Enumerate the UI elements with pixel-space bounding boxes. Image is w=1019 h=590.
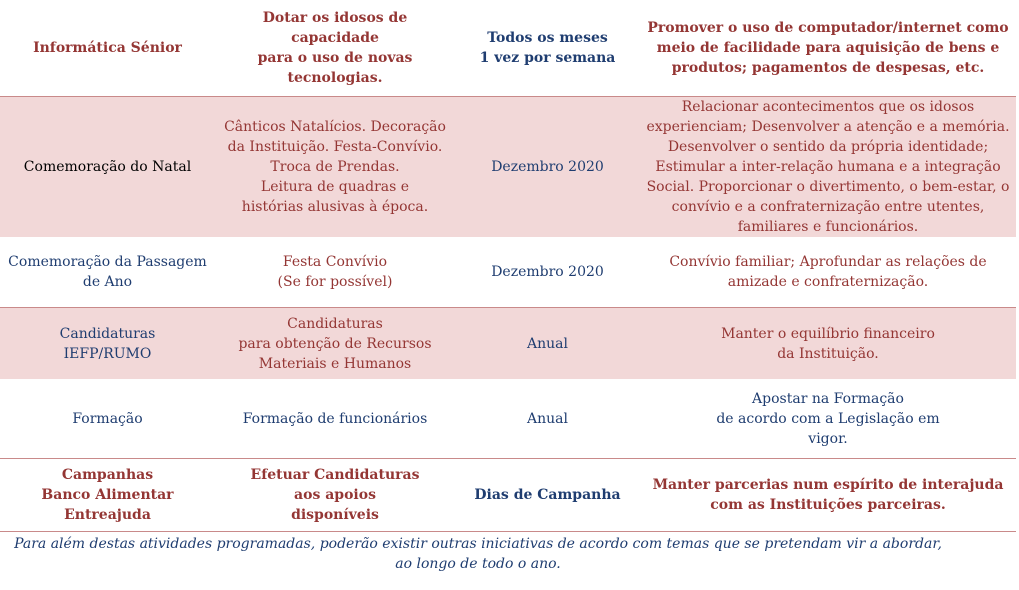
purpose-cell: Manter o equilíbrio financeiro da Instituição.	[640, 308, 1016, 380]
table-row	[0, 379, 1016, 459]
objective-cell: Efetuar Candidaturas aos apoios disponíveis	[215, 459, 455, 532]
purpose-cell: Convívio familiar; Aprofundar as relações de amizade e confraternização.	[640, 237, 1016, 308]
objective-cell: Festa Convívio (Se for possível)	[215, 237, 455, 308]
activity-cell: Informática Sénior	[0, 0, 215, 97]
period-cell: Dezembro 2020	[455, 97, 640, 238]
purpose-cell: Manter parcerias num espírito de interajuda com as Instituições parceiras.	[640, 459, 1016, 532]
period-cell: Anual	[455, 308, 640, 380]
objective-cell: Cânticos Natalícios. Decoração da Instituição. Festa-Convívio. Troca de Prendas. Leitura de quadras e histórias alusivas à época.	[215, 97, 455, 238]
activity-cell: Campanhas Banco Alimentar Entreajuda	[0, 459, 215, 532]
period-cell: Dias de Campanha	[455, 459, 640, 532]
period-cell: Dezembro 2020	[455, 237, 640, 308]
footnote: Para além destas atividades programadas, poderão existir outras iniciativas de acordo com temas que se pretendam vir a abordar, ao longo de todo o ano.	[14, 536, 942, 572]
activity-cell: Comemoração da Passagem de Ano	[0, 237, 215, 308]
activity-cell: Comemoração do Natal	[0, 97, 215, 238]
purpose-cell: Promover o uso de computador/internet como meio de facilidade para aquisição de bens e produtos; pagamentos de despesas, etc.	[640, 0, 1016, 97]
objective-cell: Formação de funcionários	[215, 379, 455, 459]
table-row	[0, 0, 1016, 97]
activity-cell: Candidaturas IEFP/RUMO	[0, 308, 215, 380]
objective-cell: Dotar os idosos de capacidade para o uso de novas tecnologias.	[215, 0, 455, 97]
period-cell: Anual	[455, 379, 640, 459]
purpose-cell: Apostar na Formação de acordo com a Legislação em vigor.	[640, 379, 1016, 459]
objective-cell: Candidaturas para obtenção de Recursos Materiais e Humanos	[215, 308, 455, 380]
table-row	[0, 97, 1016, 238]
activity-cell: Formação	[0, 379, 215, 459]
table-row	[0, 237, 1016, 308]
table-row	[0, 308, 1016, 380]
purpose-cell: Relacionar acontecimentos que os idosos experienciam; Desenvolver a atenção e a memória. Desenvolver o sentido da própria identidade; Estimular a inter-relação humana e a integração Social. Proporcionar o divertimento, o bem-estar, o convívio e a confraternização entre utentes, familiares e funcionários.	[640, 97, 1016, 238]
period-cell: Todos os meses 1 vez por semana	[455, 0, 640, 97]
table-row	[0, 459, 1016, 532]
